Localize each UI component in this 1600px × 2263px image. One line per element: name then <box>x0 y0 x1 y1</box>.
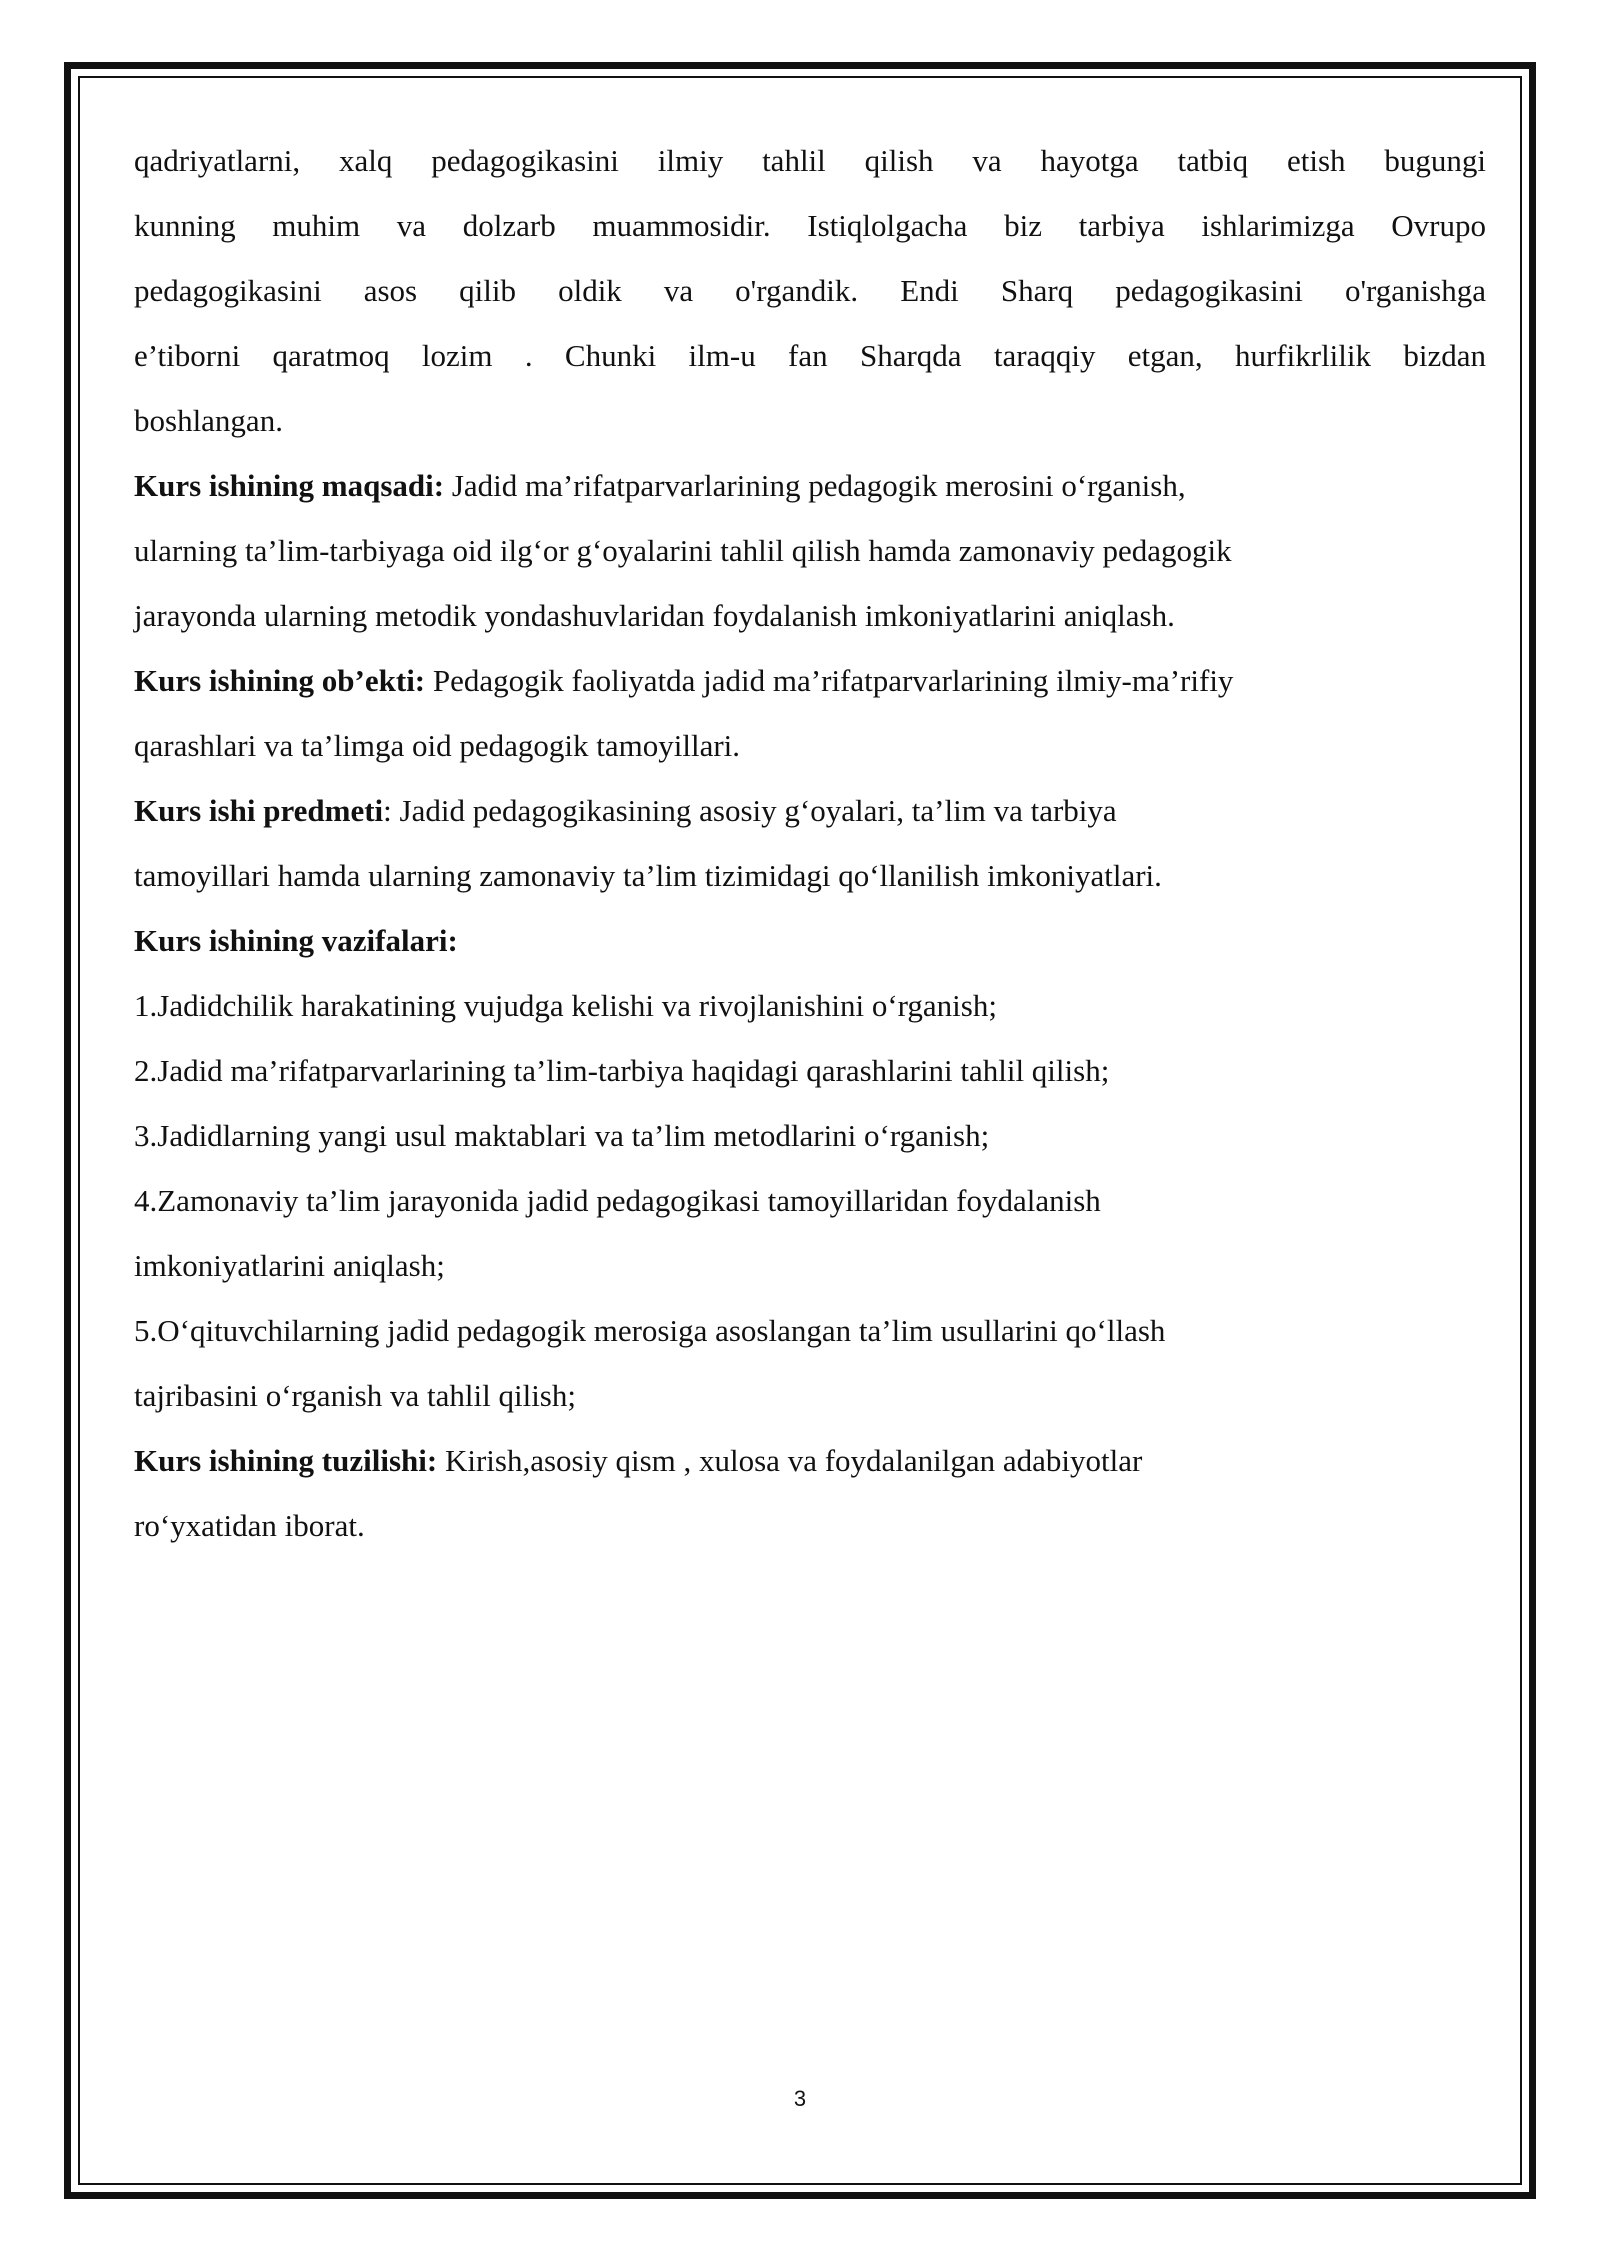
object-text: Pedagogik faoliyatda jadid ma’rifatparvarlarining ilmiy-ma’rifiy <box>425 663 1234 698</box>
structure-heading: Kurs ishining tuzilishi: <box>134 1443 438 1478</box>
intro-line: qadriyatlarni, xalq pedagogikasini ilmiy tahlil qilish va hayotga tatbiq etish bugungi <box>134 143 1486 178</box>
subject-line: tamoyillari hamda ularning zamonaviy ta’lim tizimidagi qo‘llanilish imkoniyatlari. <box>134 858 1162 893</box>
task-item: 5.O‘qituvchilarning jadid pedagogik merosiga asoslangan ta’lim usullarini qo‘llash <box>134 1313 1166 1348</box>
goal-line <box>134 453 1486 518</box>
task-item: 4.Zamonaviy ta’lim jarayonida jadid pedagogikasi tamoyillaridan foydalanish <box>134 1183 1101 1218</box>
subject-text: : Jadid pedagogikasining asosiy g‘oyalari, ta’lim va tarbiya <box>383 793 1117 828</box>
object-line: qarashlari va ta’limga oid pedagogik tamoyillari. <box>134 728 741 763</box>
page-number: 3 <box>793 2086 807 2111</box>
intro-line: e’tiborni qaratmoq lozim . Chunki ilm-u fan Sharqda taraqqiy etgan, hurfikrlilik bizdan <box>134 338 1486 373</box>
object-line <box>134 648 1486 713</box>
task-item: imkoniyatlarini aniqlash; <box>134 1248 445 1283</box>
tasks-heading: Kurs ishining vazifalari: <box>134 923 458 958</box>
goal-heading: Kurs ishining maqsadi: <box>134 468 445 503</box>
goal-line: jarayonda ularning metodik yondashuvlaridan foydalanish imkoniyatlarini aniqlash. <box>134 598 1175 633</box>
structure-line <box>134 1428 1486 1493</box>
goal-line: ularning ta’lim-tarbiyaga oid ilg‘or g‘oyalarini tahlil qilish hamda zamonaviy pedagogik <box>134 533 1232 568</box>
structure-line: ro‘yxatidan iborat. <box>134 1508 365 1543</box>
task-item: 2.Jadid ma’rifatparvarlarining ta’lim-tarbiya haqidagi qarashlarini tahlil qilish; <box>134 1053 1110 1088</box>
intro-line: kunning muhim va dolzarb muammosidir. Istiqlolgacha biz tarbiya ishlarimizga Ovrupo <box>134 208 1486 243</box>
subject-line <box>134 778 1486 843</box>
page-body <box>134 128 1486 1558</box>
goal-text: Jadid ma’rifatparvarlarining pedagogik merosini o‘rganish, <box>444 468 1186 503</box>
intro-line: pedagogikasini asos qilib oldik va o'rgandik. Endi Sharq pedagogikasini o'rganishga <box>134 273 1486 308</box>
task-item: tajribasini o‘rganish va tahlil qilish; <box>134 1378 576 1413</box>
structure-text: Kirish,asosiy qism , xulosa va foydalanilgan adabiyotlar <box>437 1443 1143 1478</box>
task-item: 3.Jadidlarning yangi usul maktablari va ta’lim metodlarini o‘rganish; <box>134 1118 990 1153</box>
intro-line: boshlangan. <box>134 403 283 438</box>
object-heading: Kurs ishining ob’ekti: <box>134 663 426 698</box>
subject-heading: Kurs ishi predmeti <box>134 793 384 828</box>
task-item: 1.Jadidchilik harakatining vujudga kelishi va rivojlanishini o‘rganish; <box>134 988 997 1023</box>
